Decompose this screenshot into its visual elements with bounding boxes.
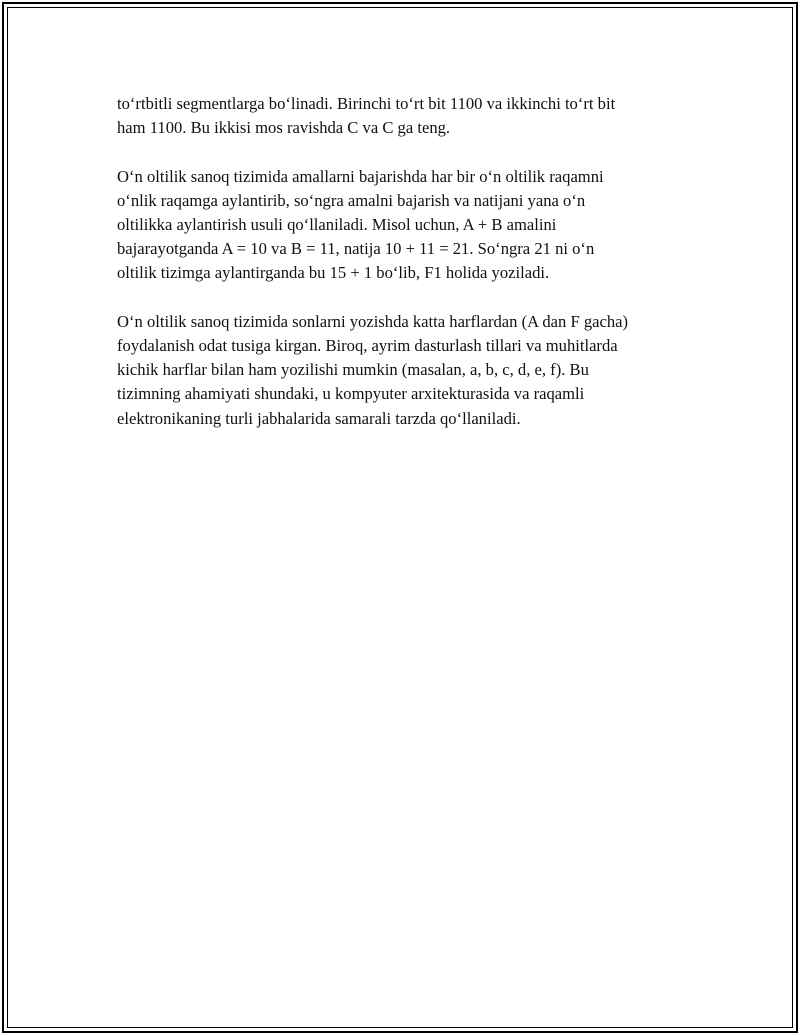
- text-line: bajarayotganda A = 10 va B = 11, natija 10 + 11 = 21. So‘ngra 21 ni o‘n: [117, 239, 595, 259]
- text-line: elektronikaning turli jabhalarida samarali tarzda qo‘llaniladi.: [117, 408, 521, 428]
- paragraph-3: [117, 310, 707, 431]
- text-line: O‘n oltilik sanoq tizimida amallarni bajarishda har bir o‘n oltilik raqamni: [117, 166, 604, 186]
- paragraph-1: [117, 92, 707, 140]
- text-line: O‘n oltilik sanoq tizimida sonlarni yozishda katta harflardan (A dan F gacha): [117, 311, 629, 331]
- text-line: tizimning ahamiyati shundaki, u kompyuter arxitekturasida va raqamli: [117, 384, 585, 404]
- text-line: oltilik tizimga aylantirganda bu 15 + 1 bo‘lib, F1 holida yoziladi.: [117, 263, 550, 283]
- text-line: foydalanish odat tusiga kirgan. Biroq, ayrim dasturlash tillari va muhitlarda: [117, 336, 618, 355]
- paragraph-2: [117, 165, 707, 286]
- text-line: o‘nlik raqamga aylantirib, so‘ngra amalni bajarish va natijani yana o‘n: [117, 190, 586, 210]
- text-line: oltilikka aylantirish usuli qo‘llaniladi. Misol uchun, A + B amalini: [117, 215, 557, 234]
- text-line: to‘rtbitli segmentlarga bo‘linadi. Birinchi to‘rt bit 1100 va ikkinchi to‘rt bit: [117, 94, 616, 113]
- document-body: [117, 92, 707, 455]
- text-line: kichik harflar bilan ham yozilishi mumkin (masalan, a, b, c, d, e, f). Bu: [117, 360, 589, 380]
- text-line: ham 1100. Bu ikkisi mos ravishda C va C ga teng.: [117, 118, 451, 138]
